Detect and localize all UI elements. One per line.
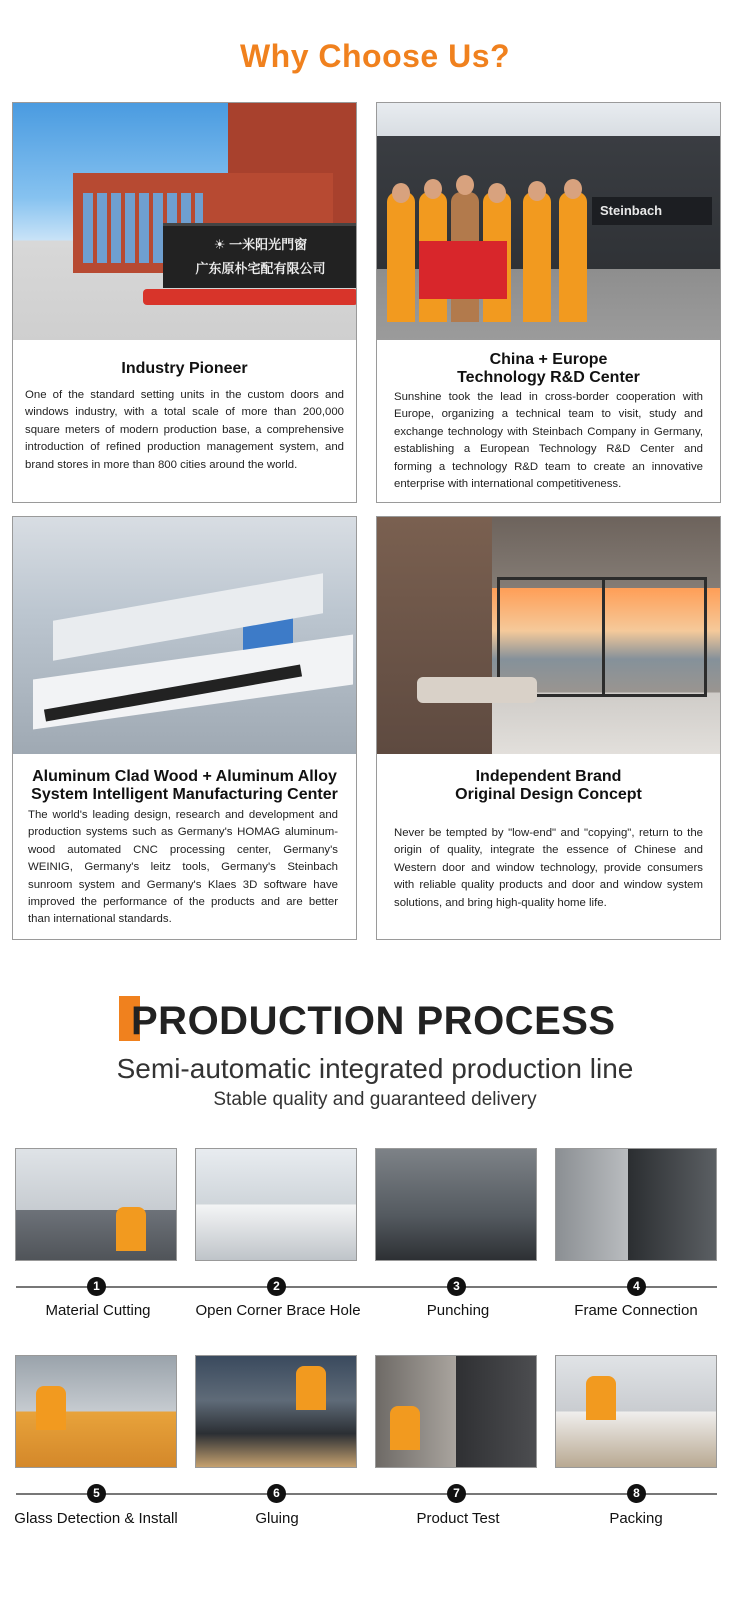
- card-body-text: The world's leading design, research and development and production systems such as Germany's HOMAG aluminum-wood automated CNC processing center, Germany's WEINIG, Germany's leitz tools, Germany's Steinbach sunroom system and Germany's Klaes 3D software have improved the performance of the products and are better than international standards.: [28, 809, 338, 926]
- card-body: [28, 807, 338, 929]
- card-heading-line: Independent Brand: [475, 768, 622, 785]
- card-heading: [377, 351, 720, 387]
- production-subtitle: Semi-automatic integrated production line: [116, 1053, 634, 1084]
- card-rd-center: [376, 102, 721, 503]
- sign-company-name: 广东原朴宅配有限公司: [195, 261, 326, 276]
- step-photo-frame-connection: [555, 1148, 717, 1261]
- living-room-photo: [377, 517, 720, 754]
- step-label: Product Test: [416, 1510, 500, 1527]
- step-number: 2: [267, 1277, 286, 1296]
- step-number: 5: [87, 1484, 106, 1503]
- card-body: [25, 387, 344, 474]
- step-photo-gluing: [195, 1355, 357, 1468]
- step-photo-material-cutting: [15, 1148, 177, 1261]
- card-body-text: Sunshine took the lead in cross-border cooperation with Europe, organizing a technical team to visit, study and exchange technology with Steinbach Company in Germany, establishing a European Technology R&D Center and forming a technology R&D team to create an innovative enterprise with international competitiveness.: [394, 391, 703, 491]
- step-number: 4: [627, 1277, 646, 1296]
- production-title: PRODUCTION PROCESS: [131, 999, 616, 1043]
- card-body: [394, 825, 703, 912]
- step-label: Gluing: [255, 1510, 299, 1527]
- card-heading-line: China + Europe: [489, 351, 608, 368]
- card-manufacturing-center: [12, 516, 357, 940]
- step-label: Packing: [609, 1510, 663, 1527]
- company-sign: [163, 223, 356, 288]
- team-photo: [377, 103, 720, 340]
- step-number: 6: [267, 1484, 286, 1503]
- step-number: 3: [447, 1277, 466, 1296]
- card-industry-pioneer: [12, 102, 357, 503]
- red-flag: [419, 241, 507, 299]
- card-body-text: One of the standard setting units in the custom doors and windows industry, with a total scale of more than 200,000 square meters of modern production base, a comprehensive introduction of refined production management system, and brand stores in more than 800 cities around the world.: [25, 389, 344, 471]
- card-body-text: Never be tempted by "low-end" and "copying", return to the origin of quality, integrate the essence of Chinese and Western door and window technology, provide consumers with reliable quality products and door and window system solutions, and bring high-quality home life.: [394, 827, 703, 909]
- card-heading: [13, 360, 356, 378]
- card-heading: [13, 768, 356, 804]
- card-heading-line: Original Design Concept: [455, 786, 642, 803]
- card-heading: [377, 768, 720, 804]
- step-label: Punching: [426, 1302, 490, 1319]
- card-heading-line: Technology R&D Center: [457, 369, 640, 386]
- step-label: Open Corner Brace Hole: [195, 1302, 361, 1319]
- timeline-line: [16, 1286, 717, 1288]
- step-number: 7: [447, 1484, 466, 1503]
- card-independent-brand: [376, 516, 721, 940]
- steinbach-sign: Steinbach: [592, 197, 712, 225]
- card-heading-line: Aluminum Clad Wood + Aluminum Alloy: [32, 768, 337, 785]
- section-title: Why Choose Us?: [239, 38, 511, 74]
- step-label: Material Cutting: [45, 1302, 151, 1319]
- timeline-line: [16, 1493, 717, 1495]
- step-photo-punching: [375, 1148, 537, 1261]
- step-photo-glass-install: [15, 1355, 177, 1468]
- factory-building-photo: [13, 103, 356, 340]
- step-label: Glass Detection & Install: [14, 1510, 178, 1527]
- production-tagline: Stable quality and guaranteed delivery: [213, 1089, 537, 1110]
- card-body: [394, 389, 703, 493]
- sign-logo-text: ☀ 一米阳光門窗: [213, 237, 308, 252]
- step-number: 8: [627, 1484, 646, 1503]
- step-number: 1: [87, 1277, 106, 1296]
- step-photo-corner-brace: [195, 1148, 357, 1261]
- step-photo-product-test: [375, 1355, 537, 1468]
- card-heading-line: Industry Pioneer: [121, 360, 248, 377]
- card-heading-line: System Intelligent Manufacturing Center: [31, 786, 338, 803]
- cnc-machine-photo: [13, 517, 356, 754]
- step-photo-packing: [555, 1355, 717, 1468]
- step-label: Frame Connection: [574, 1302, 698, 1319]
